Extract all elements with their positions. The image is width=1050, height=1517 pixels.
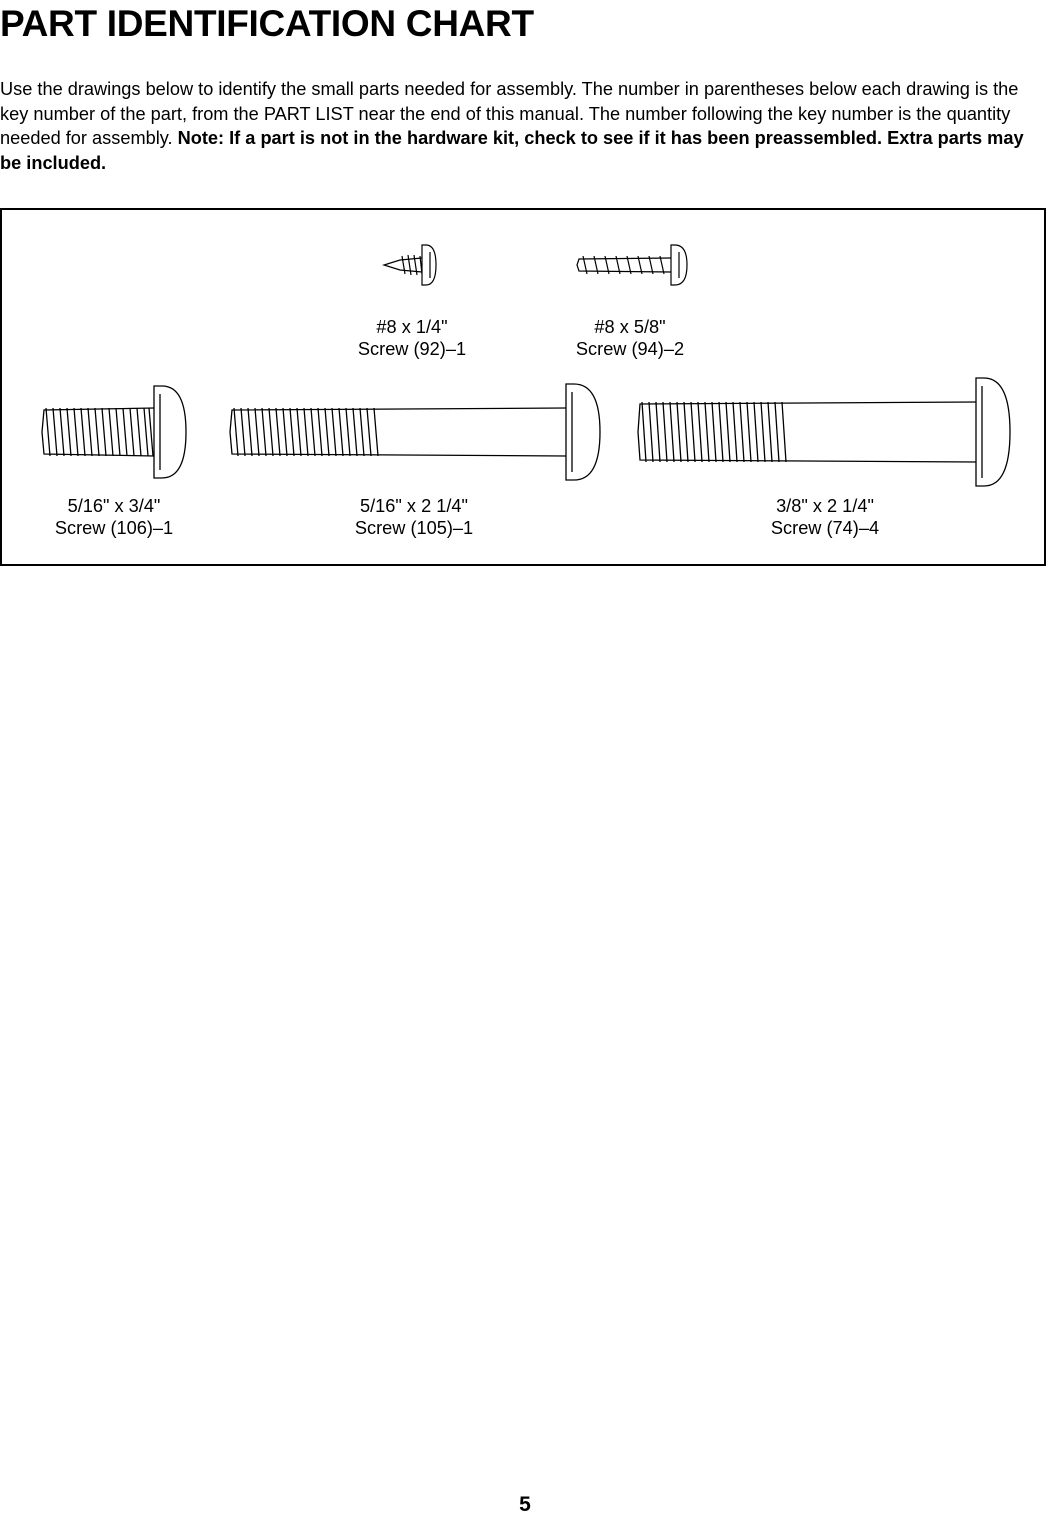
intro-paragraph	[0, 77, 1046, 175]
long-bolt-icon	[228, 382, 604, 482]
small-screw-icon	[380, 240, 440, 290]
long-bolt-icon	[636, 376, 1014, 488]
small-screw-icon	[575, 240, 695, 290]
part-label: Screw (94)–2	[575, 339, 685, 359]
part-identification-chart	[0, 208, 1046, 566]
intro-text: Use the drawings below to identify the small parts needed for assembly. The number in parentheses below each drawing is the key number of the part, from the PART LIST near the end of this manual. The number following the key number is the quantity needed for assembly.	[0, 79, 1019, 148]
part-size: #8 x 5/8"	[594, 317, 666, 337]
page-number: 5	[519, 1493, 531, 1516]
bolt-icon	[40, 382, 192, 482]
part-size: 5/16" x 3/4"	[67, 496, 161, 516]
part-106-caption	[55, 495, 173, 539]
page-title: PART IDENTIFICATION CHART	[0, 3, 534, 44]
part-label: Screw (105)–1	[354, 518, 474, 538]
part-74-caption	[771, 495, 879, 539]
part-size: 3/8" x 2 1/4"	[776, 496, 874, 516]
part-92-caption	[358, 316, 466, 360]
intro-note: Note: If a part is not in the hardware kit, check to see if it has been preassembled. Extra parts may be included.	[0, 128, 1024, 173]
part-size: #8 x 1/4"	[376, 317, 448, 337]
part-label: Screw (74)–4	[770, 518, 880, 538]
part-label: Screw (92)–1	[357, 339, 467, 359]
part-105-caption	[355, 495, 473, 539]
part-94-caption	[576, 316, 684, 360]
part-label: Screw (106)–1	[54, 518, 174, 538]
part-size: 5/16" x 2 1/4"	[360, 496, 468, 516]
